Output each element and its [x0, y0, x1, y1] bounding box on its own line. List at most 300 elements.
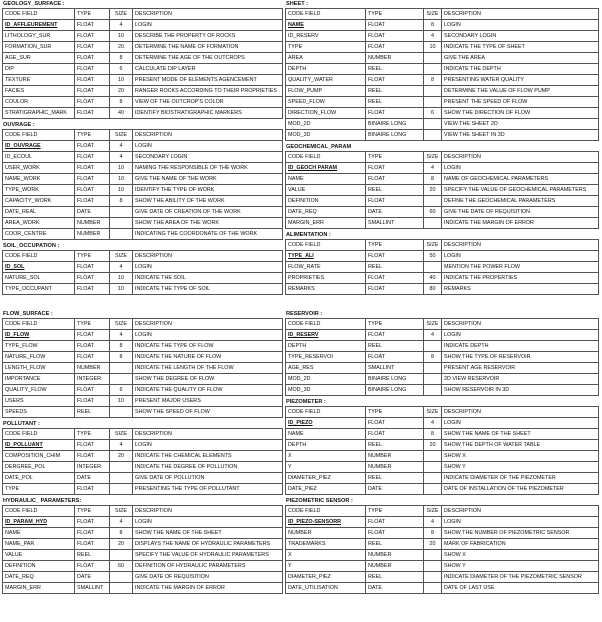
table-row: [3, 561, 283, 572]
type-cell: FLOAT: [75, 539, 110, 550]
table-row: [3, 152, 283, 163]
description-cell: LOGIN: [442, 517, 599, 528]
code-field-cell: MARGIN_ERR: [286, 218, 366, 229]
section-title-pollutant: POLLUTANT :: [3, 421, 40, 427]
table-header-row: [3, 9, 283, 20]
code-field-cell: ID_POLLUANT: [3, 440, 75, 451]
column-header: CODE FIELD: [3, 506, 75, 517]
table-row: [3, 229, 283, 240]
size-cell: 20: [110, 42, 133, 53]
code-field-cell: ID_PIEZO: [286, 418, 366, 429]
section-title-flow-surface: FLOW_SURFACE :: [3, 311, 53, 317]
description-cell: INDICATE THE TYPE OF FLOW: [133, 341, 283, 352]
code-field-cell: ID_AFFLEUREMENT: [3, 20, 75, 31]
size-cell: 8: [110, 97, 133, 108]
size-cell: [424, 262, 442, 273]
description-cell: IDENTIFY THE TYPE OF WORK: [133, 185, 283, 196]
table-header-row: [3, 319, 283, 330]
table-row: [3, 572, 283, 583]
section-title-piezometer: PIEZOMETER :: [286, 399, 326, 405]
type-cell: INTEGER: [75, 462, 110, 473]
size-cell: 4: [424, 31, 442, 42]
table-row: [3, 75, 283, 86]
description-cell: SHOW THE NAME OF THE SHEET: [442, 429, 599, 440]
type-cell: NUMBER: [366, 462, 424, 473]
size-cell: [110, 572, 133, 583]
code-field-cell: NAME: [286, 20, 366, 31]
size-cell: 8: [424, 20, 442, 31]
size-cell: [110, 473, 133, 484]
type-cell: FLOAT: [75, 53, 110, 64]
code-field-cell: NAME: [3, 528, 75, 539]
type-cell: FLOAT: [75, 64, 110, 75]
type-cell: FLOAT: [75, 163, 110, 174]
table-row: [286, 418, 599, 429]
description-cell: PRESENT MODE OF ELEMENTS AGENCEMENT: [133, 75, 283, 86]
table-row: [286, 251, 599, 262]
column-header: CODE FIELD: [3, 251, 75, 262]
description-cell: DESCRIBE THE PROPERTY OF ROCKS: [133, 31, 283, 42]
code-field-cell: TYPE: [286, 42, 366, 53]
description-cell: INDICATE THE QUALITY OF FLOW: [133, 385, 283, 396]
column-header: TYPE: [366, 240, 424, 251]
size-cell: [110, 229, 133, 240]
size-cell: 4: [424, 517, 442, 528]
table-row: [286, 561, 599, 572]
type-cell: NUMBER: [366, 53, 424, 64]
table-row: [286, 473, 599, 484]
type-cell: FLOAT: [75, 152, 110, 163]
table-row: [3, 385, 283, 396]
table-header-row: [286, 9, 599, 20]
table-row: [286, 185, 599, 196]
type-cell: FLOAT: [366, 163, 424, 174]
column-header: TYPE: [366, 9, 424, 20]
code-field-cell: TYPE_ALI: [286, 251, 366, 262]
type-cell: FLOAT: [366, 352, 424, 363]
code-field-cell: PROPRIETIES: [286, 273, 366, 284]
type-cell: FLOAT: [75, 20, 110, 31]
size-cell: 10: [110, 174, 133, 185]
type-cell: DATE: [366, 484, 424, 495]
column-header: DESCRIPTION: [442, 152, 599, 163]
description-cell: LOGIN: [133, 440, 283, 451]
type-cell: REEL: [366, 97, 424, 108]
description-cell: NAMING THE RESPONSIBLE OF THE WORK: [133, 163, 283, 174]
description-cell: RANGER ROCKS ACCORDING TO THEIR PROPRIETIES: [133, 86, 283, 97]
code-field-cell: ID_OUVRAGE: [3, 141, 75, 152]
code-field-cell: DEFINITION: [286, 196, 366, 207]
column-header: DESCRIPTION: [133, 506, 283, 517]
column-header: TYPE: [75, 251, 110, 262]
column-header: TYPE: [75, 130, 110, 141]
table-row: [3, 207, 283, 218]
section-spacer: [2, 594, 282, 596]
table-row: [286, 517, 599, 528]
size-cell: [424, 64, 442, 75]
size-cell: 4: [110, 20, 133, 31]
size-cell: 6: [110, 385, 133, 396]
type-cell: BINAIRE LONG: [366, 385, 424, 396]
code-field-cell: MOD_2D: [286, 374, 366, 385]
code-field-cell: NAME_WORK: [3, 174, 75, 185]
table-header-row: [3, 130, 283, 141]
description-cell: INDICATE DIAMETER OF THE PIEZOMETRIC SENSOR: [442, 572, 599, 583]
description-cell: CALCULATE DIP LAYER: [133, 64, 283, 75]
description-cell: GIVE DATE OF CREATION OF THE WORK: [133, 207, 283, 218]
table-row: [286, 196, 599, 207]
type-cell: FLOAT: [75, 385, 110, 396]
description-cell: IDENTIFY BIOSTRATIGRAPHIC MARKERS: [133, 108, 283, 119]
type-cell: DATE: [75, 473, 110, 484]
description-cell: GIVE DATE OF REQUISITION: [133, 572, 283, 583]
column-header: CODE FIELD: [286, 240, 366, 251]
size-cell: 20: [110, 451, 133, 462]
code-field-cell: DIAMETER_PIEZ: [286, 572, 366, 583]
table-row: [286, 75, 599, 86]
code-field-cell: QUALITY_FLOW: [3, 385, 75, 396]
description-cell: INDICATE THE MARGIN OF ERROR: [133, 583, 283, 594]
description-cell: INDICATE THE MARGIN OF ERROR: [442, 218, 599, 229]
code-field-cell: DIAMETER_PIEZ: [286, 473, 366, 484]
size-cell: 20: [110, 86, 133, 97]
column-header: DESCRIPTION: [442, 407, 599, 418]
type-cell: FLOAT: [366, 251, 424, 262]
column-header: TYPE: [75, 506, 110, 517]
table-row: [286, 484, 599, 495]
code-field-cell: ID_GEOCH PARAM: [286, 163, 366, 174]
table-row: [3, 42, 283, 53]
code-field-cell: ID_PIEZO-SENSORR: [286, 517, 366, 528]
type-cell: DATE: [75, 572, 110, 583]
code-field-cell: NATURE_SOL: [3, 273, 75, 284]
table-row: [286, 163, 599, 174]
section-title-ouvrage: OUVRAGE :: [3, 122, 35, 128]
code-field-cell: ID_SOL: [3, 262, 75, 273]
type-cell: DATE: [366, 207, 424, 218]
code-field-cell: USER_WORK: [3, 163, 75, 174]
description-cell: SHOW THE NAME OF THE SHEET: [133, 528, 283, 539]
description-cell: MENTION THE POWER FLOW: [442, 262, 599, 273]
size-cell: 10: [110, 75, 133, 86]
field-table-sheet: [285, 8, 599, 141]
table-row: [286, 64, 599, 75]
column-header: SIZE: [110, 429, 133, 440]
description-cell: PRESENTING THE TYPE OF POLLUTANT: [133, 484, 283, 495]
table-row: [3, 341, 283, 352]
size-cell: [424, 583, 442, 594]
size-cell: 10: [110, 185, 133, 196]
type-cell: FLOAT: [366, 330, 424, 341]
type-cell: REEL: [366, 539, 424, 550]
size-cell: 6: [110, 64, 133, 75]
size-cell: 40: [424, 273, 442, 284]
size-cell: 20: [424, 539, 442, 550]
type-cell: REEL: [75, 550, 110, 561]
type-cell: REEL: [366, 572, 424, 583]
table-row: [286, 583, 599, 594]
field-table-geochemical-param: [285, 151, 599, 229]
description-cell: VIEW OF THE OUTCROP'S COLOR: [133, 97, 283, 108]
type-cell: REEL: [366, 440, 424, 451]
table-row: [3, 218, 283, 229]
column-header: TYPE: [366, 152, 424, 163]
table-row: [3, 462, 283, 473]
section-title-alimentation: ALIMENTATION :: [286, 232, 331, 238]
field-table-ouvrage: [2, 129, 283, 240]
code-field-cell: LENGTH_FLOW: [3, 363, 75, 374]
table-row: [3, 97, 283, 108]
table-row: [286, 385, 599, 396]
table-row: [3, 185, 283, 196]
type-cell: FLOAT: [75, 31, 110, 42]
description-cell: SHOW THE SPEED OF FLOW: [133, 407, 283, 418]
description-cell: PRESENT MAJOR USERS: [133, 396, 283, 407]
code-field-cell: ID_ECOUL: [3, 152, 75, 163]
section-title-piezometric-sensor: PIEZOMETRIC SENSOR :: [286, 498, 353, 504]
table-row: [286, 550, 599, 561]
table-header-row: [286, 407, 599, 418]
size-cell: 8: [110, 53, 133, 64]
table-row: [3, 262, 283, 273]
size-cell: 4: [110, 152, 133, 163]
right-column: [285, 0, 598, 596]
code-field-cell: DATE_POL: [3, 473, 75, 484]
type-cell: NUMBER: [75, 218, 110, 229]
column-header: CODE FIELD: [286, 319, 366, 330]
type-cell: REEL: [366, 262, 424, 273]
code-field-cell: TYPE_OCCUPANT: [3, 284, 75, 295]
column-header: TYPE: [366, 506, 424, 517]
type-cell: BINAIRE LONG: [366, 374, 424, 385]
size-cell: 10: [110, 396, 133, 407]
table-row: [3, 451, 283, 462]
description-cell: PRESENT AGE RESERVOIR: [442, 363, 599, 374]
table-row: [286, 539, 599, 550]
code-field-cell: ID_RESERV: [286, 31, 366, 42]
table-row: [286, 284, 599, 295]
type-cell: DATE: [366, 583, 424, 594]
column-header: SIZE: [110, 9, 133, 20]
type-cell: FLOAT: [75, 174, 110, 185]
description-cell: INDICATE THE NATURE OF FLOW: [133, 352, 283, 363]
table-row: [3, 352, 283, 363]
type-cell: REEL: [366, 185, 424, 196]
size-cell: [424, 484, 442, 495]
code-field-cell: TYPE: [3, 484, 75, 495]
size-cell: [424, 218, 442, 229]
size-cell: 8: [110, 196, 133, 207]
code-field-cell: FACIES: [3, 86, 75, 97]
type-cell: FLOAT: [75, 86, 110, 97]
size-cell: 4: [110, 141, 133, 152]
column-header: CODE FIELD: [286, 506, 366, 517]
table-row: [286, 130, 599, 141]
description-cell: SHOW THE NUMBER OF PIEZOMETRIC SENSOR: [442, 528, 599, 539]
size-cell: [424, 97, 442, 108]
table-row: [286, 97, 599, 108]
code-field-cell: Y: [286, 462, 366, 473]
type-cell: NUMBER: [75, 229, 110, 240]
description-cell: PRESENT THE SPEED OF FLOW: [442, 97, 599, 108]
table-row: [286, 462, 599, 473]
column-header: SIZE: [424, 9, 442, 20]
table-row: [3, 330, 283, 341]
type-cell: FLOAT: [75, 352, 110, 363]
description-cell: GIVE THE DATE OF REQUISITION: [442, 207, 599, 218]
size-cell: [110, 484, 133, 495]
code-field-cell: NAME_PAR: [3, 539, 75, 550]
code-field-cell: MOD_2D: [286, 119, 366, 130]
column-header: SIZE: [424, 240, 442, 251]
description-cell: PRESENTING WATER QUALITY: [442, 75, 599, 86]
type-cell: FLOAT: [75, 484, 110, 495]
size-cell: [424, 451, 442, 462]
size-cell: 20: [424, 185, 442, 196]
description-cell: DETERMINE THE AGE OF THE OUTCROPS: [133, 53, 283, 64]
section-title-hydraulic-parameters: HYDRAULIC_ PARAMETERS:: [3, 498, 82, 504]
type-cell: FLOAT: [75, 108, 110, 119]
description-cell: SHOW X: [442, 451, 599, 462]
table-header-row: [286, 152, 599, 163]
table-header-row: [3, 429, 283, 440]
table-row: [3, 163, 283, 174]
description-cell: 2D VIEW RESERVOIR: [442, 374, 599, 385]
size-cell: 60: [424, 207, 442, 218]
table-row: [286, 374, 599, 385]
type-cell: FLOAT: [366, 429, 424, 440]
type-cell: FLOAT: [75, 262, 110, 273]
column-header: SIZE: [424, 506, 442, 517]
code-field-cell: STRATIGRAPHIC_MARK: [3, 108, 75, 119]
description-cell: LOGIN: [133, 517, 283, 528]
description-cell: DEFINITION OF HYDRAULIC PARAMETERS: [133, 561, 283, 572]
size-cell: [424, 462, 442, 473]
size-cell: 40: [110, 108, 133, 119]
code-field-cell: NUMBER: [286, 528, 366, 539]
code-field-cell: X: [286, 550, 366, 561]
section-spacer: [285, 594, 598, 596]
column-header: SIZE: [110, 506, 133, 517]
code-field-cell: ID_RESERV: [286, 330, 366, 341]
table-row: [286, 363, 599, 374]
type-cell: FLOAT: [75, 561, 110, 572]
table-row: [286, 341, 599, 352]
size-cell: 10: [110, 273, 133, 284]
code-field-cell: NAME: [286, 174, 366, 185]
type-cell: FLOAT: [366, 284, 424, 295]
size-cell: [424, 572, 442, 583]
type-cell: FLOAT: [366, 273, 424, 284]
size-cell: 10: [110, 163, 133, 174]
description-cell: SECONDARY LOGIN: [133, 152, 283, 163]
column-header: TYPE: [75, 9, 110, 20]
code-field-cell: REMARKS: [286, 284, 366, 295]
size-cell: 4: [110, 440, 133, 451]
code-field-cell: ID_PARAM_HYD: [3, 517, 75, 528]
description-cell: SECONDARY LOGIN: [442, 31, 599, 42]
table-header-row: [286, 319, 599, 330]
code-field-cell: USERS: [3, 396, 75, 407]
table-row: [3, 141, 283, 152]
field-table-reservoir: [285, 318, 599, 396]
table-row: [286, 451, 599, 462]
code-field-cell: X: [286, 451, 366, 462]
type-cell: SMALLINT: [366, 363, 424, 374]
column-header: SIZE: [424, 407, 442, 418]
table-row: [286, 207, 599, 218]
field-table-soil-occupation: [2, 250, 283, 295]
description-cell: INDICATE THE DEPTH: [442, 64, 599, 75]
column-header: CODE FIELD: [3, 319, 75, 330]
size-cell: [110, 363, 133, 374]
size-cell: [424, 119, 442, 130]
table-row: [3, 550, 283, 561]
size-cell: 8: [110, 528, 133, 539]
field-table-piezometer: [285, 406, 599, 495]
code-field-cell: SPEEDS: [3, 407, 75, 418]
table-row: [286, 86, 599, 97]
type-cell: INTEGER: [75, 374, 110, 385]
description-cell: LOGIN: [442, 251, 599, 262]
column-header: SIZE: [110, 130, 133, 141]
type-cell: FLOAT: [366, 196, 424, 207]
code-field-cell: NAME: [286, 429, 366, 440]
description-cell: REMARKS: [442, 284, 599, 295]
column-header: SIZE: [110, 251, 133, 262]
size-cell: 80: [424, 284, 442, 295]
column-header: CODE FIELD: [3, 9, 75, 20]
code-field-cell: DATE_REQ: [3, 572, 75, 583]
description-cell: SHOW Y: [442, 561, 599, 572]
size-cell: 8: [110, 352, 133, 363]
size-cell: 8: [424, 528, 442, 539]
table-row: [3, 196, 283, 207]
code-field-cell: DEFINITION: [3, 561, 75, 572]
section-gap: [285, 297, 598, 310]
size-cell: 10: [110, 284, 133, 295]
table-row: [286, 440, 599, 451]
description-cell: VIEW THE SHEET 2D: [442, 119, 599, 130]
size-cell: [424, 561, 442, 572]
type-cell: FLOAT: [75, 517, 110, 528]
size-cell: 4: [110, 517, 133, 528]
code-field-cell: SPEED_FLOW: [286, 97, 366, 108]
size-cell: 8: [424, 174, 442, 185]
code-field-cell: FORMATION_SUR: [3, 42, 75, 53]
code-field-cell: NATURE_FLOW: [3, 352, 75, 363]
description-cell: SHOW THE AREA OF THE WORK: [133, 218, 283, 229]
field-table-pollutant: [2, 428, 283, 495]
code-field-cell: DATE_REAL: [3, 207, 75, 218]
description-cell: LOGIN: [442, 330, 599, 341]
section-title-reservoir: RESERVOIR :: [286, 311, 323, 317]
description-cell: SHOW RESERVOIR IN 3D: [442, 385, 599, 396]
size-cell: 20: [110, 539, 133, 550]
description-cell: INDICATE THE TYPE OF SHEET: [442, 42, 599, 53]
column-header: DESCRIPTION: [442, 506, 599, 517]
description-cell: DEFINE THE GEOCHEMICAL PARAMETERS: [442, 196, 599, 207]
column-header: DESCRIPTION: [133, 319, 283, 330]
field-table-piezometric-sensor: [285, 505, 599, 594]
code-field-cell: DIRECTION_FLOW: [286, 108, 366, 119]
code-field-cell: DATE_UTILISATION: [286, 583, 366, 594]
table-row: [3, 108, 283, 119]
description-cell: LOGIN: [133, 20, 283, 31]
section-title-geology-surface: GEOLOGY_SURFACE :: [3, 1, 65, 7]
description-cell: VIEW THE SHEET IN 3D: [442, 130, 599, 141]
description-cell: LOGIN: [442, 418, 599, 429]
